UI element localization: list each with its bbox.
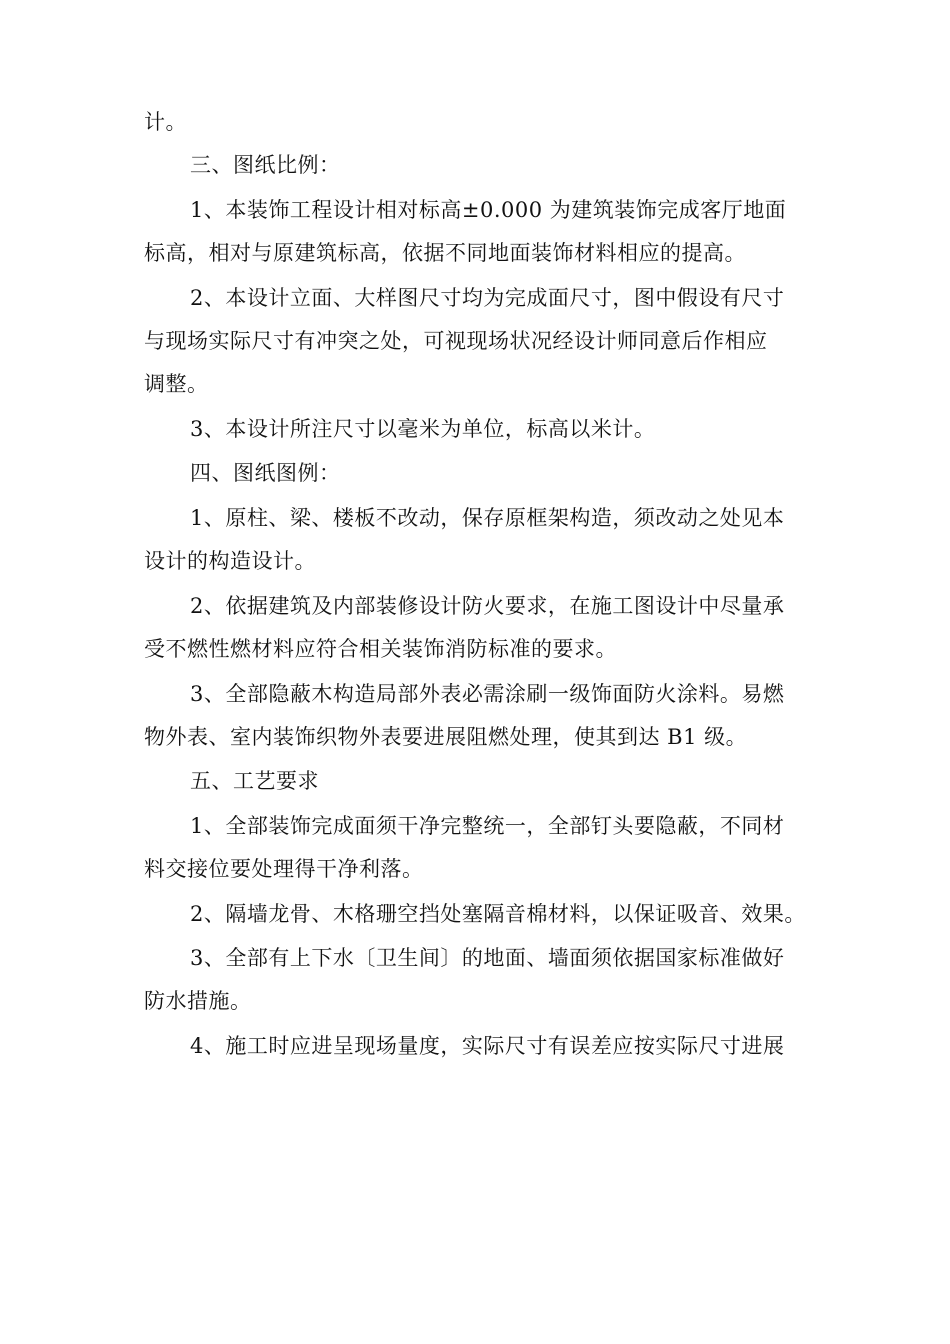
text-line: 设计的构造设计。 (144, 549, 316, 573)
section-heading: 三、图纸比例： (190, 153, 341, 177)
text-line: 料交接位要处理得干净利落。 (144, 857, 424, 881)
text-line: 防水措施。 (144, 989, 252, 1013)
text-line: 1、全部装饰完成面须干净完整统一，全部钉头要隐蔽，不同材 (190, 814, 785, 838)
text-line: 受不燃性燃材料应符合相关装饰消防标准的要求。 (144, 637, 617, 661)
text-line: 1、本装饰工程设计相对标高±0.000 为建筑装饰完成客厅地面 (190, 198, 787, 222)
text-line: 物外表、室内装饰织物外表要进展阻燃处理，使其到达 B1 级。 (144, 725, 748, 749)
text-line: 与现场实际尺寸有冲突之处，可视现场状况经设计师同意后作相应 (144, 329, 768, 353)
text-line: 标高，相对与原建筑标高，依据不同地面装饰材料相应的提高。 (144, 241, 746, 265)
section-heading: 五、工艺要求 (190, 769, 319, 793)
text-line: 3、全部有上下水〔卫生间〕的地面、墙面须依据国家标准做好 (190, 946, 785, 970)
text-line: 调整。 (144, 372, 209, 396)
text-line: 2、本设计立面、大样图尺寸均为完成面尺寸，图中假设有尺寸 (190, 286, 785, 310)
text-line: 1、原柱、梁、楼板不改动，保存原框架构造，须改动之处见本 (190, 506, 785, 530)
text-line: 3、本设计所注尺寸以毫米为单位，标高以米计。 (190, 417, 656, 441)
text-line: 3、全部隐蔽木构造局部外表必需涂刷一级饰面防火涂料。易燃 (190, 682, 785, 706)
text-line: 计。 (144, 110, 187, 134)
text-line: 2、依据建筑及内部装修设计防火要求，在施工图设计中尽量承 (190, 594, 785, 618)
text-line: 2、隔墙龙骨、木格珊空挡处塞隔音棉材料，以保证吸音、效果。 (190, 902, 806, 926)
text-line: 4、施工时应进呈现场量度，实际尺寸有误差应按实际尺寸进展 (190, 1034, 785, 1058)
section-heading: 四、图纸图例： (190, 461, 341, 485)
